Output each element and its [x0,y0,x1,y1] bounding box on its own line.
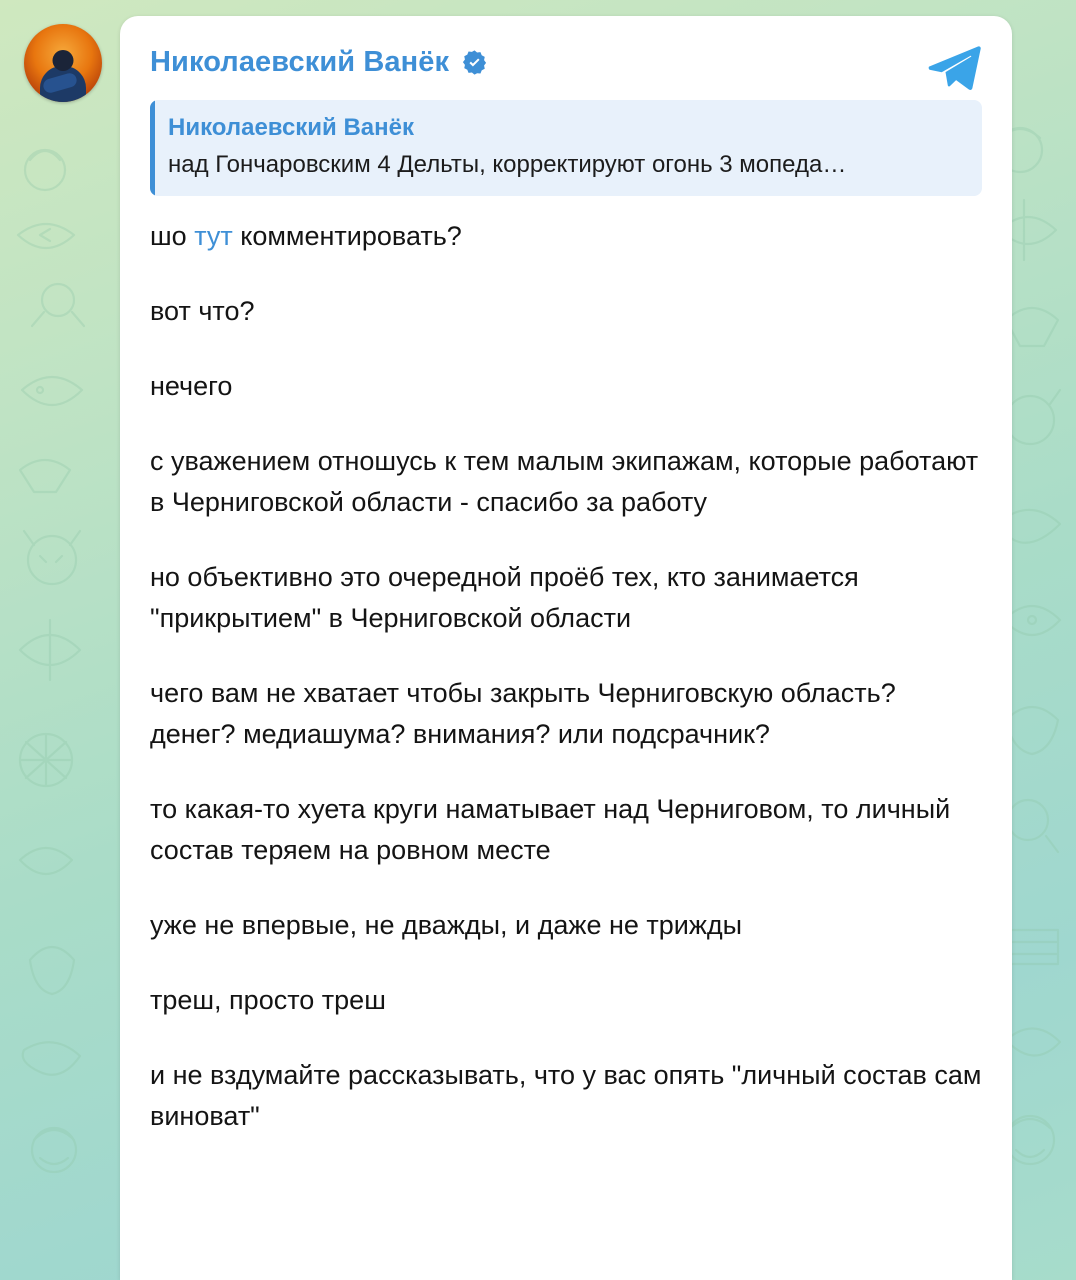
message-paragraph: с уважением отношусь к тем малым экипажам, которые работают в Черниговской области - спасибо за работу [150,446,979,518]
message-header [150,42,982,82]
reply-author: Николаевский Ванёк [168,114,415,141]
avatar-head [53,50,74,71]
message-paragraph: и не вздумайте рассказывать, что у вас опять "личный состав сам виноват" [150,1060,982,1132]
reply-quote[interactable] [150,100,982,196]
inline-link[interactable]: тут [194,220,233,251]
message-paragraph: вот что? [150,296,255,327]
message-paragraph: уже не впервые, не дважды, и даже не трижды [150,910,743,941]
channel-name[interactable]: Николаевский Ванёк [150,45,450,78]
paragraph-text-before: шо [150,220,195,251]
reply-text: над Гончаровским 4 Дельты, корректируют огонь 3 мопеда… [168,151,847,179]
message-paragraph: но объективно это очередной проёб тех, кто занимается "прикрытием" в Черниговской области [150,562,859,634]
paragraph-text-after: комментировать? [232,220,462,251]
verified-badge-icon [461,49,488,76]
message-text [150,216,982,1137]
message-paragraph [150,216,982,257]
message-paragraph: нечего [150,371,233,402]
message-paragraph: треш, просто треш [150,985,386,1016]
reply-accent-bar [150,100,155,196]
message-paragraph: то какая-то хуета круги наматывает над Черниговом, то личный состав теряем на ровном месте [150,794,951,866]
message-bubble [120,16,1012,1280]
avatar[interactable] [24,24,102,102]
telegram-logo-icon [926,44,982,92]
message-paragraph: чего вам не хватает чтобы закрыть Черниговскую область? денег? медиашума? внимания? или подсрачник? [150,678,896,750]
avatar-figure [37,50,89,102]
